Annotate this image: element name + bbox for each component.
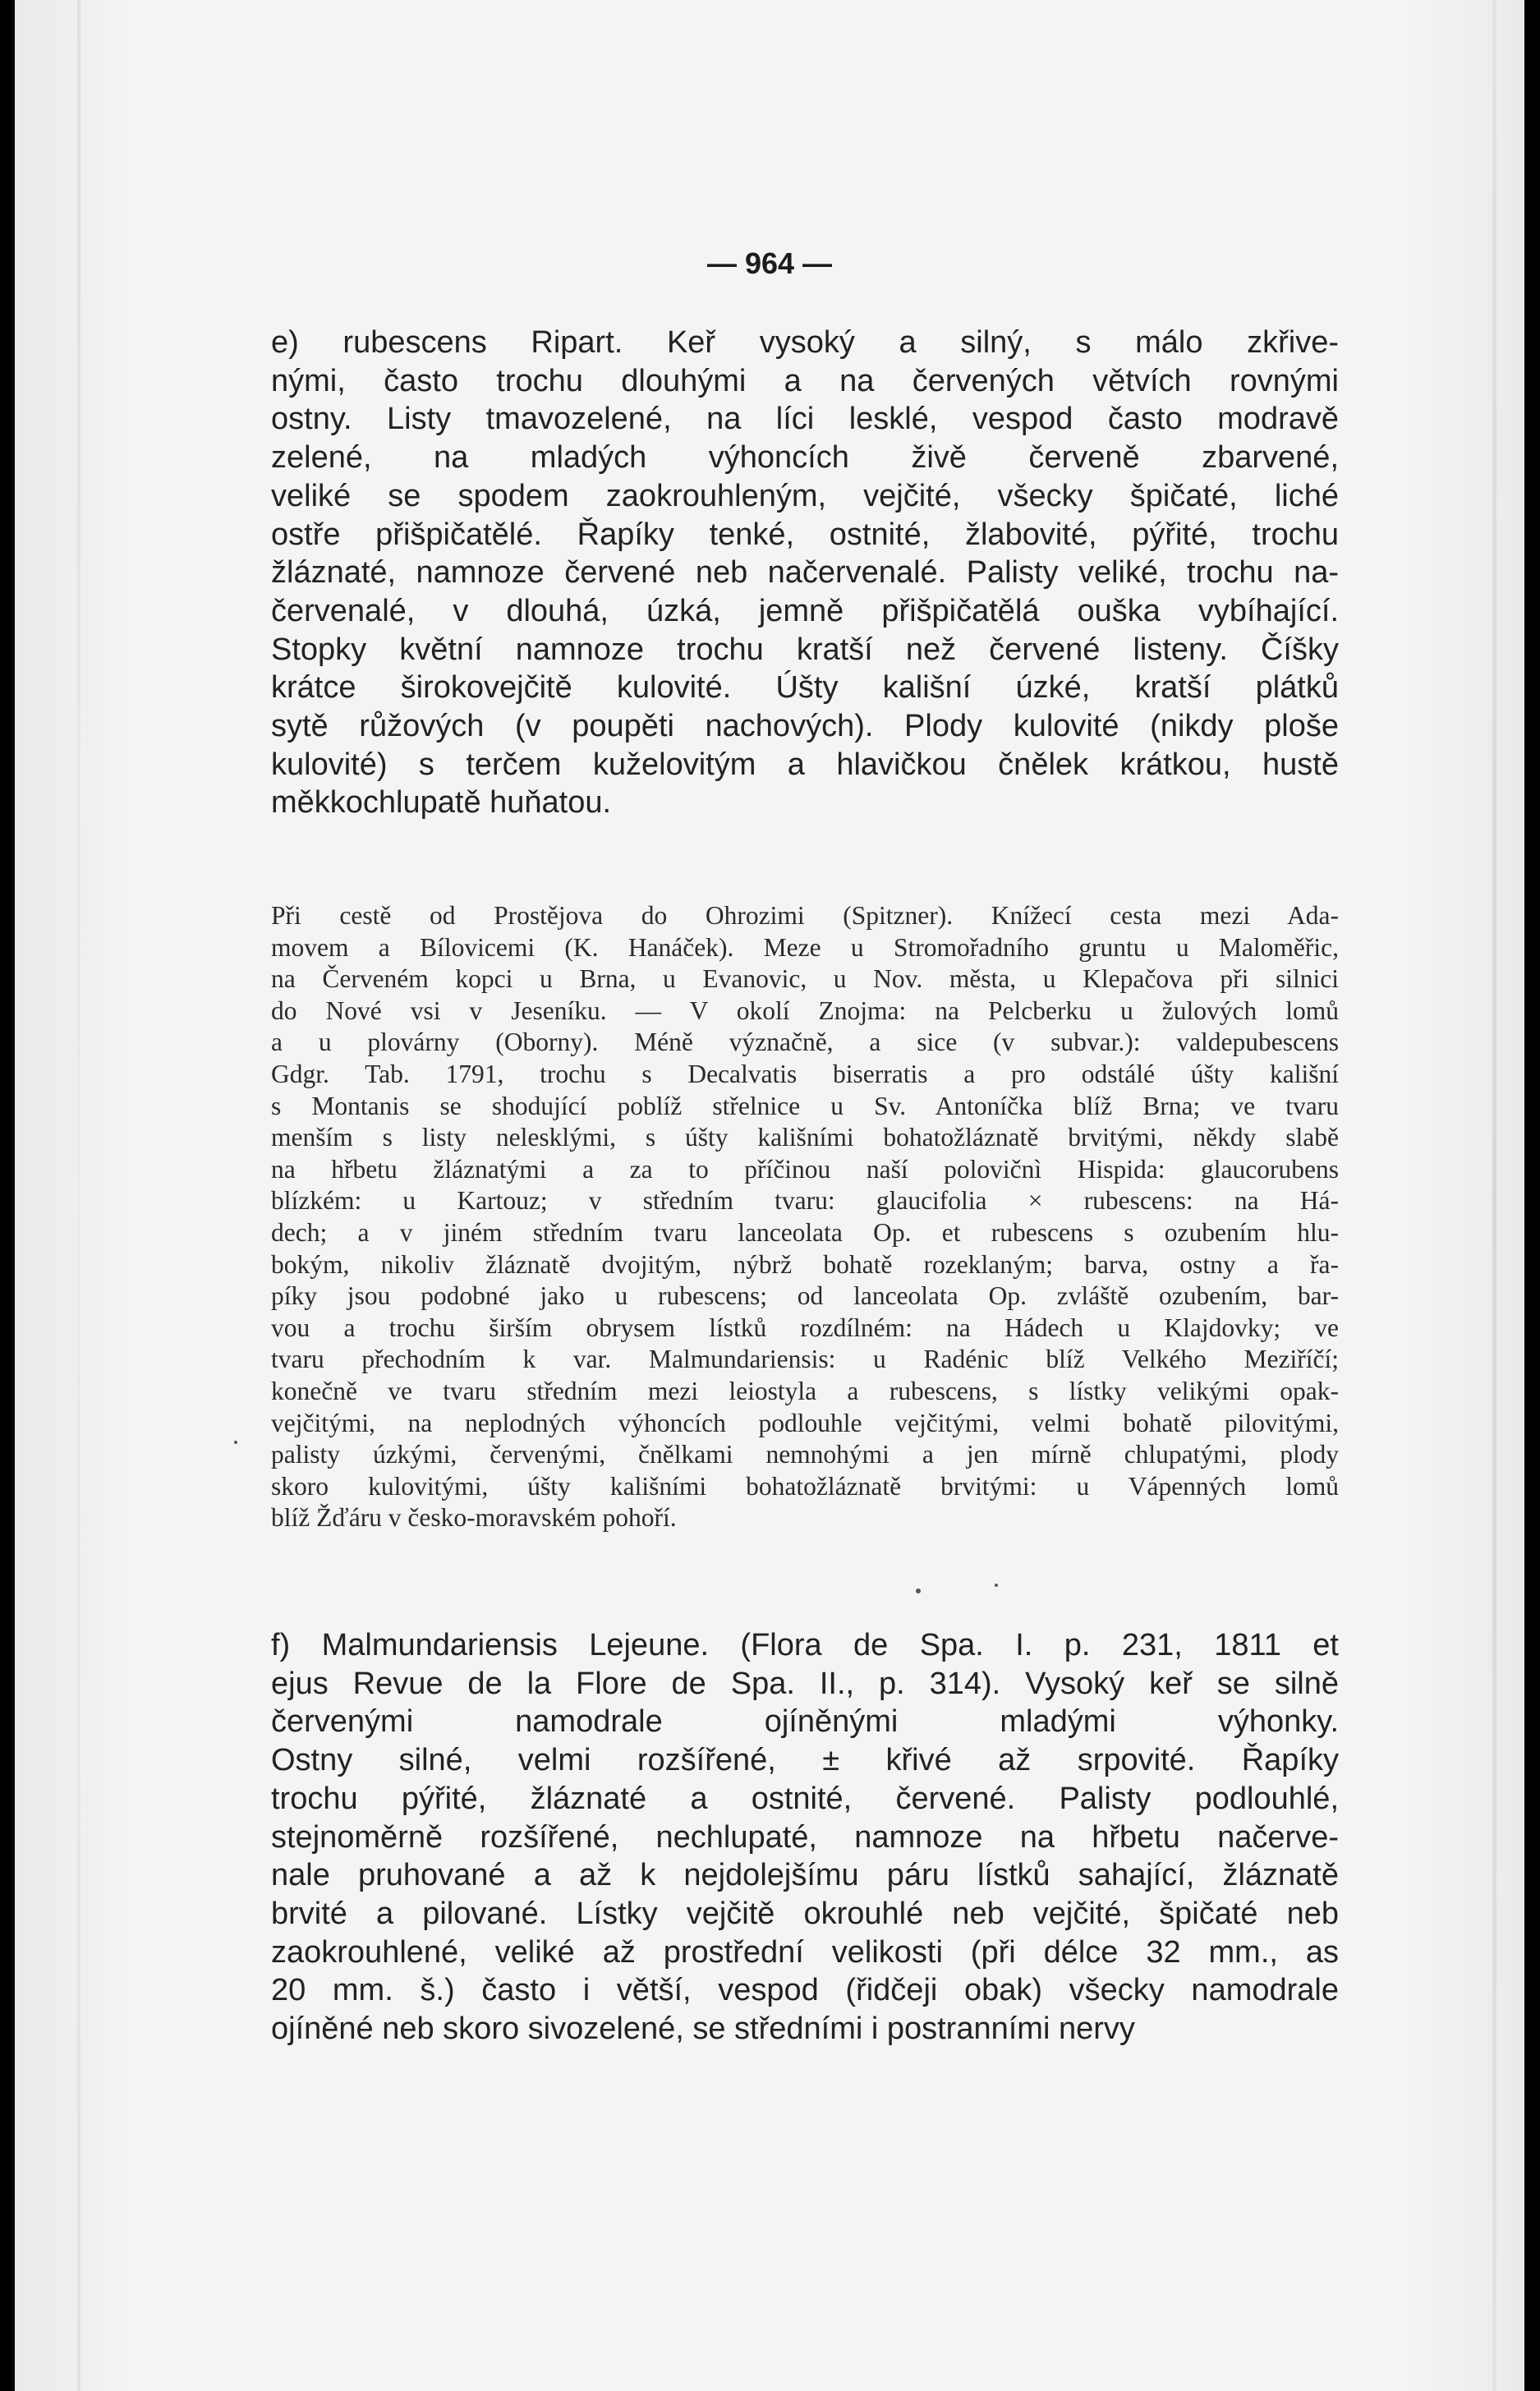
- print-speck: [995, 1584, 998, 1587]
- section-e-line: Stopky květní namnoze trochu kratší než červené listeny. Číšky: [271, 632, 1339, 667]
- print-speck: [916, 1589, 921, 1593]
- notes-line: Gdgr. Tab. 1791, trochu s Decalvatis biserratis a pro odstálé úšty kališní: [271, 1059, 1339, 1088]
- notes-line: bokým, nikoliv žláznatě dvojitým, nýbrž bohatě rozeklaným; barva, ostny a řa-: [271, 1249, 1339, 1279]
- page-edge-shadow-left: [77, 0, 80, 2391]
- section-f-line: červenými namodrale ojíněnými mladými výhonky.: [271, 1704, 1339, 1740]
- section-f-line: brvité a pilované. Lístky vejčitě okrouhlé neb vejčité, špičaté neb: [271, 1896, 1339, 1931]
- section-e-line: veliké se spodem zaokrouhleným, vejčité, všecky špičaté, liché: [271, 478, 1339, 513]
- notes-line: s Montanis se shodující poblíž střelnice u Sv. Antoníčka blíž Brna; ve tvaru: [271, 1091, 1339, 1120]
- section-e-line: ostře přišpičatělé. Řapíky tenké, ostnité, žlabovité, pýřité, trochu: [271, 517, 1339, 552]
- notes-line: vejčitými, na neplodných výhoncích podlouhle vejčitými, velmi bohatě pilovitými,: [271, 1408, 1339, 1437]
- section-e-line: sytě růžových (v poupěti nachových). Plody kulovité (nikdy ploše: [271, 709, 1339, 744]
- section-e-line: ostny. Listy tmavozelené, na líci lesklé, vespod často modravě: [271, 402, 1339, 437]
- page-edge-shadow-right: [1492, 0, 1496, 2391]
- section-e-line: kulovité) s terčem kuželovitým a hlavičkou čnělek krátkou, hustě: [271, 747, 1339, 782]
- notes-line: blízkém: u Kartouz; v středním tvaru: glaucifolia × rubescens: na Há-: [271, 1186, 1339, 1216]
- notes-line: dech; a v jiném středním tvaru lanceolata Op. et rubescens s ozubením hlu-: [271, 1217, 1339, 1247]
- localities-notes: [271, 900, 1339, 1534]
- notes-line: tvaru přechodním k var. Malmundariensis: u Radénic blíž Velkého Meziříčí;: [271, 1345, 1339, 1374]
- notes-line: skoro kulovitými, úšty kališními bohatožláznatě brvitými: u Vápenných lomů: [271, 1471, 1339, 1501]
- section-f-line: 20 mm. š.) často i větší, vespod (řidčeji obak) všecky namodrale: [271, 1973, 1339, 2008]
- section-f-line: ojíněné neb skoro sivozelené, se středními i postranními nervy: [271, 2012, 1135, 2047]
- section-e-line: krátce širokovejčitě kulovité. Úšty kališní úzké, kratší plátků: [271, 670, 1339, 706]
- section-e-line: červenalé, v dlouhá, úzká, jemně přišpičatělá ouška vybíhající.: [271, 593, 1339, 628]
- notes-line: konečně ve tvaru středním mezi leiostyla a rubescens, s lístky velikými opak-: [271, 1376, 1339, 1405]
- section-f-line: f) Malmundariensis Lejeune. (Flora de Spa. I. p. 231, 1811 et: [271, 1628, 1339, 1662]
- notes-line: blíž Žďáru v česko-moravském pohoří.: [271, 1503, 677, 1533]
- section-f-line: ejus Revue de la Flore de Spa. II., p. 314). Vysoký keř se silně: [271, 1666, 1339, 1701]
- notes-line: do Nové vsi v Jeseníku. — V okolí Znojma: na Pelcberku u žulových lomů: [271, 995, 1339, 1025]
- print-speck: [234, 1441, 237, 1444]
- notes-line: na Červeném kopci u Brna, u Evanovic, u Nov. města, u Klepačova při silnici: [271, 964, 1339, 994]
- notes-line: na hřbetu žláznatými a za to příčinou naší polovičnì Hispida: glaucorubens: [271, 1154, 1339, 1184]
- notes-line: movem a Bílovicemi (K. Hanáček). Meze u Stromořadního gruntu u Maloměřic,: [271, 932, 1339, 962]
- section-f-line: stejnoměrně rozšířené, nechlupaté, namnoze na hřbetu načerve-: [271, 1819, 1339, 1855]
- section-f-line: Ostny silné, velmi rozšířené, ± křivé až srpovité. Řapíky: [271, 1743, 1339, 1778]
- section-f-line: trochu pýřité, žláznaté a ostnité, červené. Palisty podlouhlé,: [271, 1781, 1339, 1816]
- section-f-line: zaokrouhlené, veliké až prostřední velikosti (při délce 32 mm., as: [271, 1934, 1339, 1970]
- section-e-line: zelené, na mladých výhoncích živě červeně zbarvené,: [271, 440, 1339, 476]
- notes-line: a u plovárny (Oborny). Méně význačně, a sice (v subvar.): valdepubescens: [271, 1028, 1339, 1057]
- section-e-line: měkkochlupatě huňatou.: [271, 785, 612, 821]
- section-e-rubescens: [271, 324, 1339, 822]
- notes-line: vou a trochu širším obrysem lístků rozdílném: na Hádech u Klajdovky; ve: [271, 1313, 1339, 1342]
- section-e-line: nými, často trochu dlouhými a na červených větvích rovnými: [271, 363, 1339, 398]
- notes-line: Při cestě od Prostějova do Ohrozimi (Spitzner). Knížecí cesta mezi Ada-: [271, 901, 1339, 930]
- notes-line: píky jsou podobné jako u rubescens; od lanceolata Op. zvláště ozubením, bar-: [271, 1281, 1339, 1311]
- section-e-line: e) rubescens Ripart. Keř vysoký a silný, s málo zkřive-: [271, 325, 1339, 360]
- page-number: — 964 —: [706, 246, 833, 280]
- book-page: [15, 0, 1524, 2391]
- notes-line: palisty úzkými, červenými, čnělkami nemnohými a jen mírně chlupatými, plody: [271, 1440, 1339, 1469]
- section-f-line: nale pruhované a až k nejdolejšímu páru lístků sahající, žláznatě: [271, 1858, 1339, 1893]
- section-f-malmundariensis: [271, 1626, 1339, 2048]
- notes-line: menším s listy nelesklými, s úšty kališními bohatožláznatě brvitými, někdy slabě: [271, 1123, 1339, 1152]
- section-e-line: žláznaté, namnoze červené neb načervenalé. Palisty veliké, trochu na-: [271, 555, 1339, 591]
